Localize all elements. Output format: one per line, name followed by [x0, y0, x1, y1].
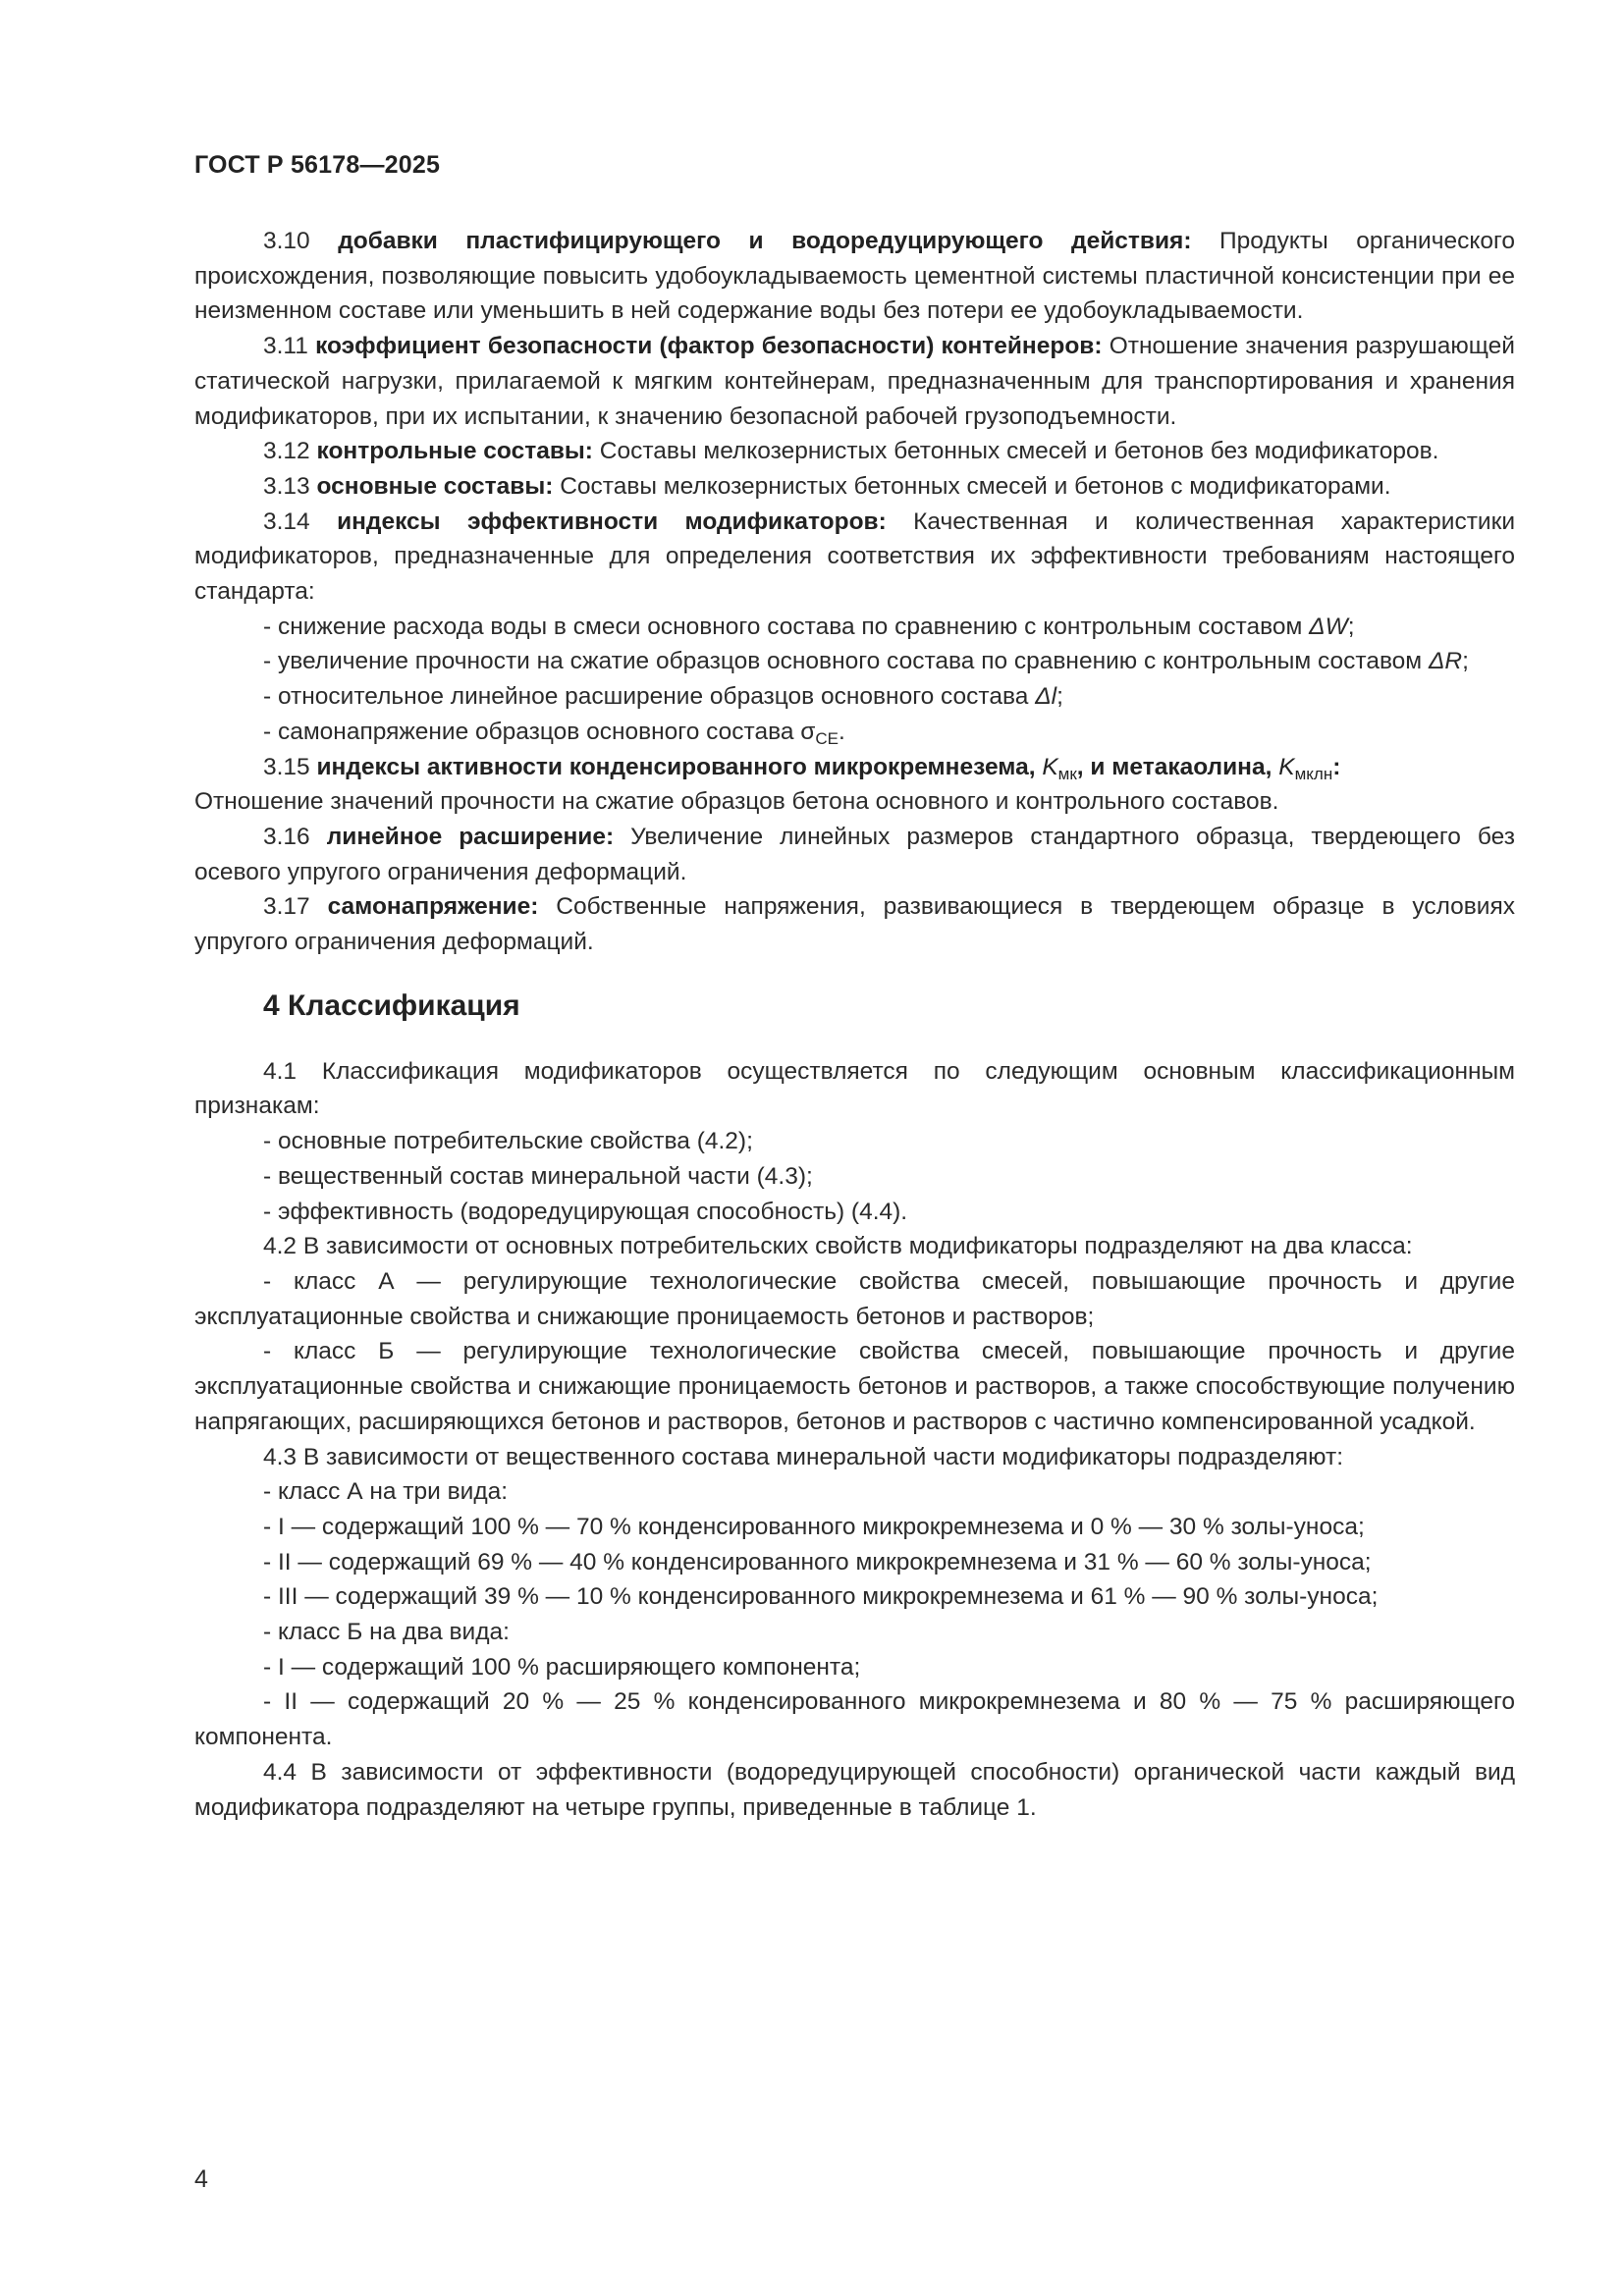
- term-title: добавки пластифицирующего и водоредуцирующего действия:: [338, 228, 1192, 254]
- term-number: 3.16: [263, 823, 310, 850]
- term-definition: Составы мелкозернистых бетонных смесей и бетонов с модификаторами.: [560, 472, 1391, 500]
- list-item: - эффективность (водоредуцирующая способность) (4.4).: [263, 1198, 908, 1225]
- term-definition: Увеличение линейных размеров стандартного образца, твердеющего без осевого упругого ограничения деформаций.: [194, 823, 1515, 885]
- term-number: 3.13: [263, 472, 310, 500]
- term-title: самонапряжение:: [327, 893, 539, 921]
- punct: .: [839, 718, 845, 745]
- term-3-16: [194, 820, 1515, 889]
- list-item: - класс Б на два вида:: [263, 1619, 510, 1646]
- term-title: контрольные составы:: [316, 438, 593, 465]
- list-item: - класс А — регулирующие технологические свойства смесей, повышающие прочность и другие эксплуатационные свойства и снижающие проницаемость бетонов и растворов;: [194, 1267, 1515, 1330]
- page-number: 4: [194, 2165, 208, 2193]
- term-definition: Отношение значений прочности на сжатие образцов бетона основного и контрольного составов.: [194, 788, 1279, 816]
- list-item-text: - снижение расхода воды в смеси основного состава по сравнению с контрольным составом: [263, 613, 1310, 640]
- term-title-part: индексы активности конденсированного микрокремнезема,: [316, 753, 1043, 780]
- list-item: [194, 610, 1515, 645]
- paragraph-4-1: 4.1 Классификация модификаторов осуществляется по следующим основным классификационным признакам:: [194, 1057, 1515, 1120]
- term-number: 3.15: [263, 753, 310, 780]
- term-definition: Составы мелкозернистых бетонных смесей и бетонов без модификаторов.: [599, 438, 1439, 465]
- term-number: 3.14: [263, 507, 310, 535]
- term-title: индексы эффективности модификаторов:: [337, 507, 887, 535]
- symbol-subscript: мк: [1057, 764, 1077, 783]
- list-item-text: - увеличение прочности на сжатие образцов основного состава по сравнению с контрольным составом: [263, 648, 1429, 675]
- list-item-text: - относительное линейное расширение образцов основного состава: [263, 683, 1036, 711]
- term-3-14: [194, 505, 1515, 610]
- list-item: - вещественный состав минеральной части (4.3);: [263, 1162, 813, 1190]
- symbol: ΔR: [1428, 648, 1463, 675]
- punct: :: [1332, 753, 1341, 780]
- section-title: 4 Классификация: [263, 988, 520, 1022]
- list-item: [194, 715, 1515, 750]
- term-definition: Качественная и количественная характеристики модификаторов, предназначенные для определения соответствия их эффективности требованиям настоящего стандарта:: [194, 507, 1516, 606]
- symbol-subscript: мклн: [1294, 764, 1333, 783]
- page-content: [194, 224, 1515, 1825]
- symbol: Δl: [1035, 683, 1057, 711]
- symbol-subscript: CE: [815, 728, 839, 748]
- term-number: 3.17: [263, 893, 310, 921]
- term-3-12: [194, 434, 1515, 469]
- paragraph-4-4: 4.4 В зависимости от эффективности (водоредуцирующей способности) органической части каждый вид модификатора подразделяют на четыре группы, приведенные в таблице 1.: [194, 1758, 1515, 1821]
- list-item-text: - самонапряжение образцов основного состава: [263, 718, 801, 745]
- list-item: [194, 679, 1515, 715]
- term-title: [316, 753, 1341, 783]
- list-item: - класс Б — регулирующие технологические свойства смесей, повышающие прочность и другие эксплуатационные свойства и снижающие проницаемость бетонов и растворов, а также способствующие получению напрягающих, расширяющихся бетонов и растворов, бетонов и растворов с частично компенсированной усадкой.: [194, 1338, 1515, 1435]
- punct: ;: [1462, 648, 1469, 675]
- term-number: 3.11: [263, 333, 308, 360]
- paragraph-4-3: 4.3 В зависимости от вещественного состава минеральной части модификаторы подразделяют:: [263, 1443, 1343, 1470]
- term-definition: Собственные напряжения, развивающиеся в твердеющем образце в условиях упругого ограничения деформаций.: [194, 893, 1516, 956]
- list-item: - основные потребительские свойства (4.2);: [263, 1128, 753, 1155]
- term-definition: Отношение значения разрушающей статической нагрузки, прилагаемой к мягким контейнерам, предназначенным для транспортирования и хранения модификаторов, при их испытании, к значению безопасной рабочей грузоподъемности.: [194, 333, 1515, 430]
- term-title: основные составы:: [316, 472, 554, 500]
- list-item: - I — содержащий 100 % — 70 % конденсированного микрокремнезема и 0 % — 30 % золы-уноса;: [263, 1513, 1365, 1540]
- list-item: - класс А на три вида:: [263, 1478, 509, 1506]
- term-3-11: [194, 329, 1515, 434]
- term-title: коэффициент безопасности (фактор безопасности) контейнеров:: [315, 333, 1103, 360]
- paragraph-4-2: 4.2 В зависимости от основных потребительских свойств модификаторы подразделяют на два класса:: [263, 1233, 1413, 1260]
- term-number: 3.12: [263, 438, 310, 465]
- list-item: - I — содержащий 100 % расширяющего компонента;: [263, 1653, 861, 1681]
- symbol: ΔW: [1309, 613, 1348, 640]
- symbol: K: [1278, 753, 1295, 780]
- list-item: - II — содержащий 20 % — 25 % конденсированного микрокремнезема и 80 % — 75 % расширяющего компонента.: [194, 1688, 1515, 1751]
- list-item: [194, 644, 1515, 679]
- term-number: 3.10: [263, 228, 310, 254]
- punct: ;: [1347, 613, 1355, 640]
- term-3-17: [194, 889, 1515, 959]
- document-header: ГОСТ Р 56178—2025: [194, 151, 441, 179]
- term-3-13: [194, 469, 1515, 505]
- list-item: - III — содержащий 39 % — 10 % конденсированного микрокремнезема и 61 % — 90 % золы-уноса;: [263, 1583, 1379, 1611]
- symbol: σ: [800, 718, 816, 745]
- term-title: линейное расширение:: [326, 823, 615, 850]
- symbol: K: [1042, 753, 1058, 780]
- term-3-15: [194, 750, 1515, 785]
- term-definition: Продукты органического происхождения, позволяющие повысить удобоукладываемость цементной системы пластичной консистенции при ее неизменном составе или уменьшить в ней содержание воды без потери ее удобоукладываемости.: [194, 228, 1515, 325]
- term-3-10: [194, 224, 1515, 329]
- list-item: - II — содержащий 69 % — 40 % конденсированного микрокремнезема и 31 % — 60 % золы-уноса;: [263, 1548, 1372, 1575]
- punct: ;: [1056, 683, 1063, 711]
- term-title-part: , и метакаолина,: [1076, 753, 1279, 780]
